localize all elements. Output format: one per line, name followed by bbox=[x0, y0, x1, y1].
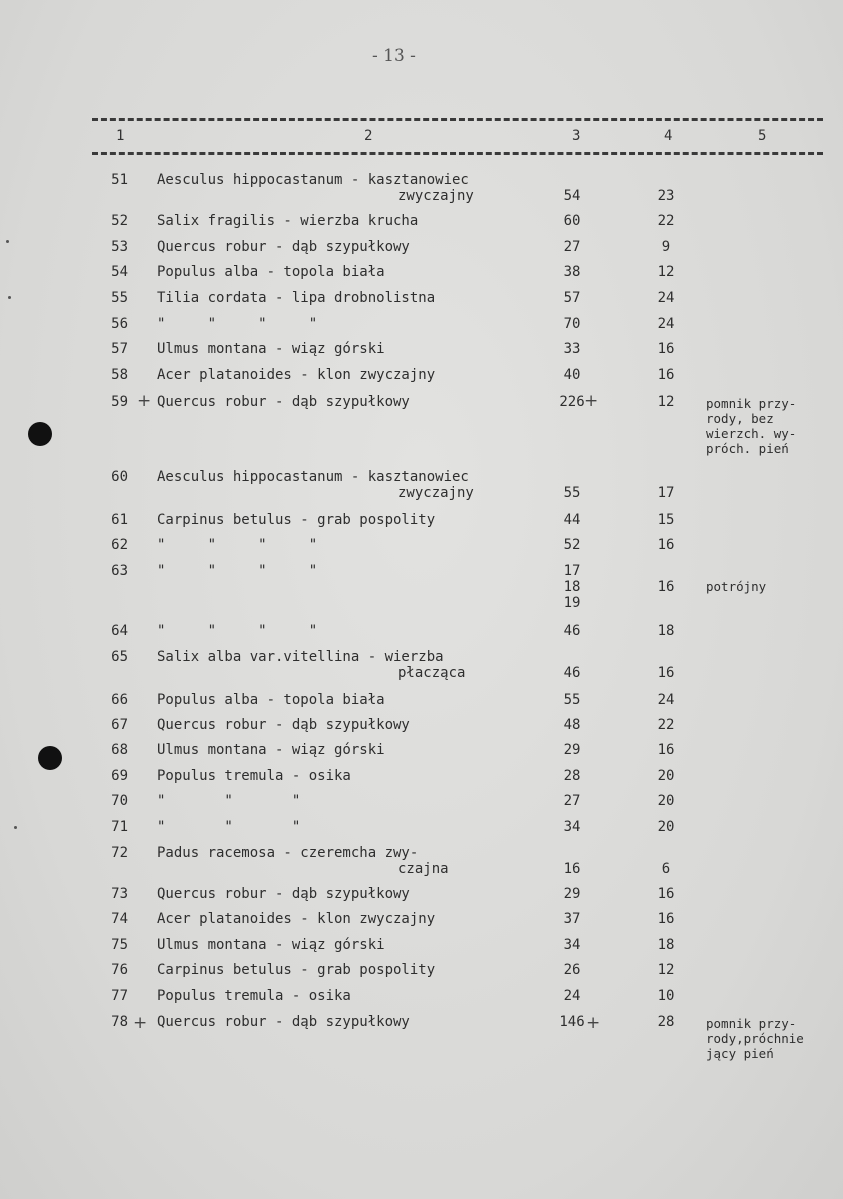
value-col-4: 16 bbox=[657, 537, 675, 553]
value-col-4: 12 bbox=[657, 264, 675, 280]
row-number: 68 bbox=[111, 742, 128, 758]
value-col-3: 27 bbox=[563, 239, 581, 255]
row-number: 64 bbox=[111, 623, 128, 639]
remark: wierzch. wy- bbox=[706, 426, 797, 441]
species-name: " " " " bbox=[157, 563, 318, 579]
species-name: " " " " bbox=[157, 623, 318, 639]
species-name: czajna bbox=[398, 861, 449, 877]
handwritten-cross-mark: + bbox=[137, 391, 152, 411]
row-number: 62 bbox=[111, 537, 128, 553]
row-number: 52 bbox=[111, 213, 128, 229]
value-col-4: 17 bbox=[657, 485, 675, 501]
value-col-3: 54 bbox=[563, 188, 581, 204]
species-name: Ulmus montana - wiąz górski bbox=[157, 341, 385, 357]
species-name: Populus alba - topola biała bbox=[157, 692, 385, 708]
value-col-3: 34 bbox=[563, 937, 581, 953]
species-name: Aesculus hippocastanum - kasztanowiec bbox=[157, 469, 469, 485]
value-col-4: 24 bbox=[657, 290, 675, 306]
value-col-3: 46 bbox=[563, 623, 581, 639]
value-col-4: 9 bbox=[661, 239, 671, 255]
value-col-3: 226 bbox=[559, 394, 585, 410]
value-col-3: 19 bbox=[563, 595, 581, 611]
species-name: " " " bbox=[157, 819, 301, 835]
value-col-4: 16 bbox=[657, 911, 675, 927]
row-number: 57 bbox=[111, 341, 128, 357]
row-number: 61 bbox=[111, 512, 128, 528]
value-col-4: 24 bbox=[657, 692, 675, 708]
value-col-3: 44 bbox=[563, 512, 581, 528]
value-col-4: 28 bbox=[657, 1014, 675, 1030]
remark: pomnik przy- bbox=[706, 396, 797, 411]
value-col-4: 12 bbox=[657, 962, 675, 978]
species-name: płacząca bbox=[398, 665, 466, 681]
handwritten-cross-mark: + bbox=[586, 1013, 601, 1033]
species-name: Padus racemosa - czeremcha zwy- bbox=[157, 845, 419, 861]
remark: potrójny bbox=[706, 579, 767, 594]
species-name: Populus alba - topola biała bbox=[157, 264, 385, 280]
row-number: 63 bbox=[111, 563, 128, 579]
species-name: " " " bbox=[157, 793, 301, 809]
row-number: 72 bbox=[111, 845, 128, 861]
value-col-4: 23 bbox=[657, 188, 675, 204]
value-col-3: 24 bbox=[563, 988, 581, 1004]
row-number: 53 bbox=[111, 239, 128, 255]
species-name: Carpinus betulus - grab pospolity bbox=[157, 962, 436, 978]
species-name: Acer platanoides - klon zwyczajny bbox=[157, 911, 436, 927]
column-header-3: 3 bbox=[572, 128, 581, 144]
row-number: 66 bbox=[111, 692, 128, 708]
remark: jący pień bbox=[706, 1046, 774, 1061]
value-col-4: 16 bbox=[657, 341, 675, 357]
species-name: Quercus robur - dąb szypułkowy bbox=[157, 717, 410, 733]
value-col-4: 22 bbox=[657, 717, 675, 733]
column-header-1: 1 bbox=[116, 128, 125, 144]
value-col-4: 20 bbox=[657, 793, 675, 809]
species-name: zwyczajny bbox=[398, 188, 474, 204]
species-name: Quercus robur - dąb szypułkowy bbox=[157, 1014, 410, 1030]
value-col-3: 27 bbox=[563, 793, 581, 809]
row-number: 75 bbox=[111, 937, 128, 953]
row-number: 58 bbox=[111, 367, 128, 383]
value-col-4: 20 bbox=[657, 768, 675, 784]
scan-speck bbox=[14, 826, 17, 829]
punch-hole bbox=[28, 422, 52, 446]
handwritten-cross-mark: + bbox=[584, 391, 599, 411]
value-col-3: 17 bbox=[563, 563, 581, 579]
value-col-4: 15 bbox=[657, 512, 675, 528]
value-col-3: 33 bbox=[563, 341, 581, 357]
row-number: 71 bbox=[111, 819, 128, 835]
remark: pomnik przy- bbox=[706, 1016, 797, 1031]
remark: rody, bez bbox=[706, 411, 774, 426]
value-col-4: 18 bbox=[657, 623, 675, 639]
value-col-4: 16 bbox=[657, 665, 675, 681]
species-name: Acer platanoides - klon zwyczajny bbox=[157, 367, 436, 383]
value-col-4: 24 bbox=[657, 316, 675, 332]
species-name: Carpinus betulus - grab pospolity bbox=[157, 512, 436, 528]
punch-hole bbox=[38, 746, 62, 770]
species-name: Populus tremula - osika bbox=[157, 988, 351, 1004]
value-col-3: 38 bbox=[563, 264, 581, 280]
value-col-3: 28 bbox=[563, 768, 581, 784]
value-col-3: 29 bbox=[563, 742, 581, 758]
column-header-4: 4 bbox=[664, 128, 673, 144]
value-col-3: 70 bbox=[563, 316, 581, 332]
species-name: Aesculus hippocastanum - kasztanowiec bbox=[157, 172, 469, 188]
row-number: 60 bbox=[111, 469, 128, 485]
species-name: " " " " bbox=[157, 537, 318, 553]
row-number: 65 bbox=[111, 649, 128, 665]
value-col-3: 146 bbox=[559, 1014, 585, 1030]
scan-speck bbox=[6, 240, 9, 243]
species-name: Quercus robur - dąb szypułkowy bbox=[157, 886, 410, 902]
value-col-4: 12 bbox=[657, 394, 675, 410]
value-col-3: 29 bbox=[563, 886, 581, 902]
species-name: Quercus robur - dąb szypułkowy bbox=[157, 394, 410, 410]
row-number: 67 bbox=[111, 717, 128, 733]
row-number: 78 bbox=[111, 1014, 128, 1030]
row-number: 55 bbox=[111, 290, 128, 306]
value-col-4: 18 bbox=[657, 937, 675, 953]
scan-speck bbox=[8, 296, 11, 299]
value-col-3: 60 bbox=[563, 213, 581, 229]
species-name: Salix fragilis - wierzba krucha bbox=[157, 213, 419, 229]
value-col-4: 20 bbox=[657, 819, 675, 835]
value-col-4: 16 bbox=[657, 886, 675, 902]
row-number: 76 bbox=[111, 962, 128, 978]
row-number: 54 bbox=[111, 264, 128, 280]
header-bottom-rule bbox=[92, 152, 823, 155]
value-col-3: 55 bbox=[563, 692, 581, 708]
row-number: 59 bbox=[111, 394, 128, 410]
header-top-rule bbox=[92, 118, 823, 121]
value-col-3: 26 bbox=[563, 962, 581, 978]
species-name: Populus tremula - osika bbox=[157, 768, 351, 784]
remark: próch. pień bbox=[706, 441, 789, 456]
species-name: Tilia cordata - lipa drobnolistna bbox=[157, 290, 436, 306]
value-col-3: 46 bbox=[563, 665, 581, 681]
species-name: Ulmus montana - wiąz górski bbox=[157, 742, 385, 758]
row-number: 51 bbox=[111, 172, 128, 188]
value-col-3: 18 bbox=[563, 579, 581, 595]
species-name: Salix alba var.vitellina - wierzba bbox=[157, 649, 444, 665]
value-col-4: 22 bbox=[657, 213, 675, 229]
row-number: 69 bbox=[111, 768, 128, 784]
value-col-3: 16 bbox=[563, 861, 581, 877]
value-col-4: 16 bbox=[657, 742, 675, 758]
value-col-4: 6 bbox=[661, 861, 671, 877]
value-col-4: 16 bbox=[657, 579, 675, 595]
value-col-4: 10 bbox=[657, 988, 675, 1004]
row-number: 56 bbox=[111, 316, 128, 332]
row-number: 73 bbox=[111, 886, 128, 902]
column-header-2: 2 bbox=[364, 128, 373, 144]
value-col-3: 57 bbox=[563, 290, 581, 306]
value-col-3: 40 bbox=[563, 367, 581, 383]
value-col-3: 37 bbox=[563, 911, 581, 927]
value-col-3: 48 bbox=[563, 717, 581, 733]
species-name: Ulmus montana - wiąz górski bbox=[157, 937, 385, 953]
species-name: " " " " bbox=[157, 316, 318, 332]
value-col-3: 34 bbox=[563, 819, 581, 835]
row-number: 70 bbox=[111, 793, 128, 809]
page-number: - 13 - bbox=[372, 46, 416, 66]
value-col-3: 52 bbox=[563, 537, 581, 553]
column-header-5: 5 bbox=[758, 128, 767, 144]
row-number: 77 bbox=[111, 988, 128, 1004]
handwritten-cross-mark: + bbox=[133, 1013, 148, 1033]
value-col-3: 55 bbox=[563, 485, 581, 501]
row-number: 74 bbox=[111, 911, 128, 927]
species-name: Quercus robur - dąb szypułkowy bbox=[157, 239, 410, 255]
value-col-4: 16 bbox=[657, 367, 675, 383]
species-name: zwyczajny bbox=[398, 485, 474, 501]
remark: rody,próchnie bbox=[706, 1031, 804, 1046]
